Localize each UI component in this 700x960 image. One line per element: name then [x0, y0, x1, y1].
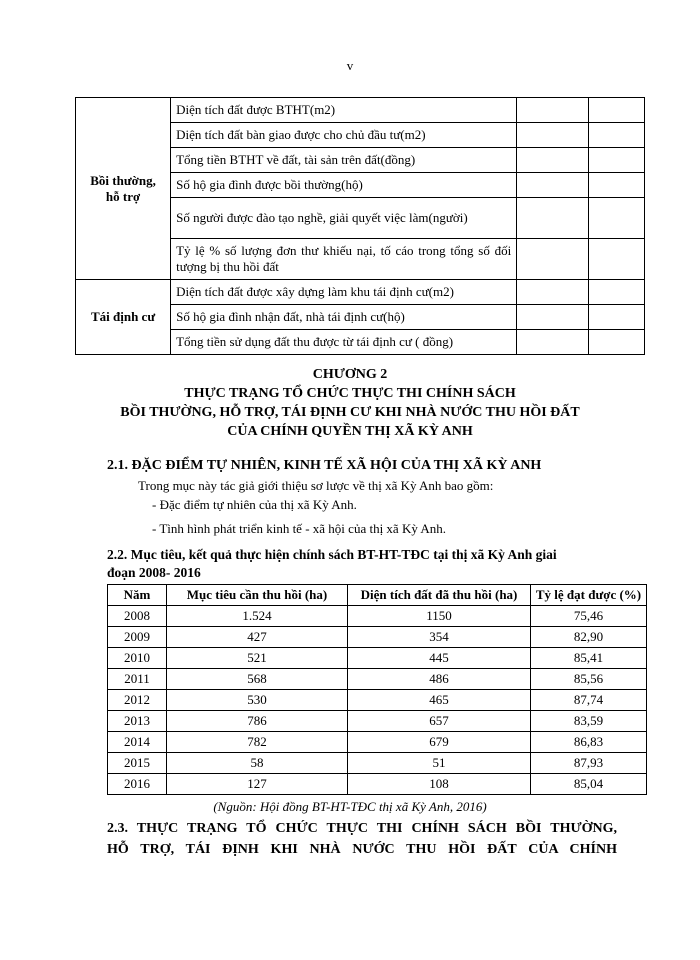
table-cell: 85,56	[531, 669, 647, 690]
table-cell: 2009	[108, 627, 167, 648]
table-cell: 75,46	[531, 606, 647, 627]
column-header: Diện tích đất đã thu hồi (ha)	[348, 585, 531, 606]
table-row	[108, 627, 647, 648]
table-row	[108, 711, 647, 732]
category-line: hỗ trợ	[105, 188, 141, 204]
table-cell: 2014	[108, 732, 167, 753]
empty-cell	[517, 173, 589, 198]
column-header: Năm	[108, 585, 167, 606]
category-line: Bồi thường,	[90, 172, 156, 188]
empty-cell	[588, 123, 644, 148]
empty-cell	[588, 198, 644, 239]
table-cell: 2013	[108, 711, 167, 732]
table-row	[108, 690, 647, 711]
column-header: Tỷ lệ đạt được (%)	[531, 585, 647, 606]
table-cell: 58	[167, 753, 348, 774]
table-row	[108, 669, 647, 690]
table-cell: 51	[348, 753, 531, 774]
table-cell: 786	[167, 711, 348, 732]
empty-cell	[588, 98, 644, 123]
indicator-table	[75, 97, 645, 355]
bullet-item: - Tình hình phát triển kinh tế - xã hội của thị xã Kỳ Anh.	[152, 521, 447, 536]
table-cell: 465	[348, 690, 531, 711]
table-row	[108, 606, 647, 627]
empty-cell	[517, 305, 589, 330]
table-cell: 83,59	[531, 711, 647, 732]
indicator-cell: Tổng tiền sử dụng đất thu được từ tái định cư ( đồng)	[171, 330, 517, 355]
chapter-title-line: THỰC TRẠNG TỔ CHỨC THỰC THI CHÍNH SÁCH	[184, 386, 516, 401]
table-cell: 2015	[108, 753, 167, 774]
table-cell: 2011	[108, 669, 167, 690]
empty-cell	[517, 330, 589, 355]
table-cell: 657	[348, 711, 531, 732]
empty-cell	[588, 148, 644, 173]
empty-cell	[588, 305, 644, 330]
category-line: Tái định cư	[90, 309, 156, 324]
chapter-title-line: CỦA CHÍNH QUYỀN THỊ XÃ KỲ ANH	[227, 424, 473, 439]
table-cell: 127	[167, 774, 348, 795]
section-heading-2-3: 2.3. THỰC TRẠNG TỔ CHỨC THỰC THI CHÍNH SÁCH BỒI THƯỜNG,	[107, 821, 617, 836]
table-cell: 679	[348, 732, 531, 753]
empty-cell	[517, 123, 589, 148]
empty-cell	[517, 198, 589, 239]
category-cell	[76, 280, 171, 355]
table-cell: 2012	[108, 690, 167, 711]
table-row	[108, 774, 647, 795]
indicator-cell: Diện tích đất được BTHT(m2)	[171, 98, 517, 123]
table-row	[76, 280, 645, 305]
table-cell: 108	[348, 774, 531, 795]
table-cell: 86,83	[531, 732, 647, 753]
table-cell: 568	[167, 669, 348, 690]
category-cell	[76, 98, 171, 280]
table-source: (Nguồn: Hội đồng BT-HT-TĐC thị xã Kỳ Anh, 2016)	[213, 799, 487, 814]
table-cell: 2008	[108, 606, 167, 627]
table-cell: 530	[167, 690, 348, 711]
table-cell: 87,74	[531, 690, 647, 711]
empty-cell	[588, 330, 644, 355]
section-heading-2-1: 2.1. ĐẶC ĐIỂM TỰ NHIÊN, KINH TẾ XÃ HỘI CỦA THỊ XÃ KỲ ANH	[107, 458, 542, 473]
indicator-cell: Tỷ lệ % số lượng đơn thư khiếu nại, tố cáo trong tổng số đối tượng bị thu hồi đất	[171, 239, 517, 280]
section-heading-2-2-cont: đoạn 2008- 2016	[107, 565, 201, 580]
empty-cell	[588, 239, 644, 280]
table-cell: 85,04	[531, 774, 647, 795]
table-cell: 87,93	[531, 753, 647, 774]
indicator-cell: Diện tích đất được xây dựng làm khu tái định cư(m2)	[171, 280, 517, 305]
table-cell: 1150	[348, 606, 531, 627]
table-cell: 521	[167, 648, 348, 669]
empty-cell	[517, 148, 589, 173]
table-row	[108, 732, 647, 753]
table-row	[76, 98, 645, 123]
indicator-cell: Số hộ gia đình nhận đất, nhà tái định cư(hộ)	[171, 305, 517, 330]
indicator-cell: Số hộ gia đình được bồi thường(hộ)	[171, 173, 517, 198]
table-cell: 354	[348, 627, 531, 648]
empty-cell	[517, 98, 589, 123]
empty-cell	[588, 173, 644, 198]
chapter-title-line: BỒI THƯỜNG, HỖ TRỢ, TÁI ĐỊNH CƯ KHI NHÀ NƯỚC THU HỒI ĐẤT	[120, 405, 580, 420]
table-cell: 85,41	[531, 648, 647, 669]
section-intro: Trong mục này tác giả giới thiệu sơ lược về thị xã Kỳ Anh bao gồm:	[138, 478, 494, 493]
results-table	[107, 584, 647, 795]
empty-cell	[517, 239, 589, 280]
table-row	[108, 648, 647, 669]
page-number: v	[346, 58, 354, 73]
chapter-number: CHƯƠNG 2	[312, 367, 388, 382]
empty-cell	[588, 280, 644, 305]
column-header: Mục tiêu cần thu hồi (ha)	[167, 585, 348, 606]
section-heading-2-2: 2.2. Mục tiêu, kết quả thực hiện chính sách BT-HT-TĐC tại thị xã Kỳ Anh giai	[107, 547, 557, 562]
table-cell: 445	[348, 648, 531, 669]
table-cell: 2016	[108, 774, 167, 795]
table-cell: 486	[348, 669, 531, 690]
table-header-row	[108, 585, 647, 606]
table-row	[108, 753, 647, 774]
empty-cell	[517, 280, 589, 305]
table-cell: 427	[167, 627, 348, 648]
indicator-cell: Diện tích đất bàn giao được cho chủ đầu tư(m2)	[171, 123, 517, 148]
table-cell: 2010	[108, 648, 167, 669]
table-cell: 82,90	[531, 627, 647, 648]
indicator-cell: Số người được đào tạo nghề, giải quyết việc làm(người)	[171, 198, 517, 239]
table-cell: 782	[167, 732, 348, 753]
table-cell: 1.524	[167, 606, 348, 627]
section-heading-2-3-cont: HỖ TRỢ, TÁI ĐỊNH KHI NHÀ NƯỚC THU HỒI ĐẤT CỦA CHÍNH	[107, 842, 617, 857]
bullet-item: - Đặc điểm tự nhiên của thị xã Kỳ Anh.	[152, 497, 357, 512]
indicator-cell: Tổng tiền BTHT về đất, tài sản trên đất(đồng)	[171, 148, 517, 173]
